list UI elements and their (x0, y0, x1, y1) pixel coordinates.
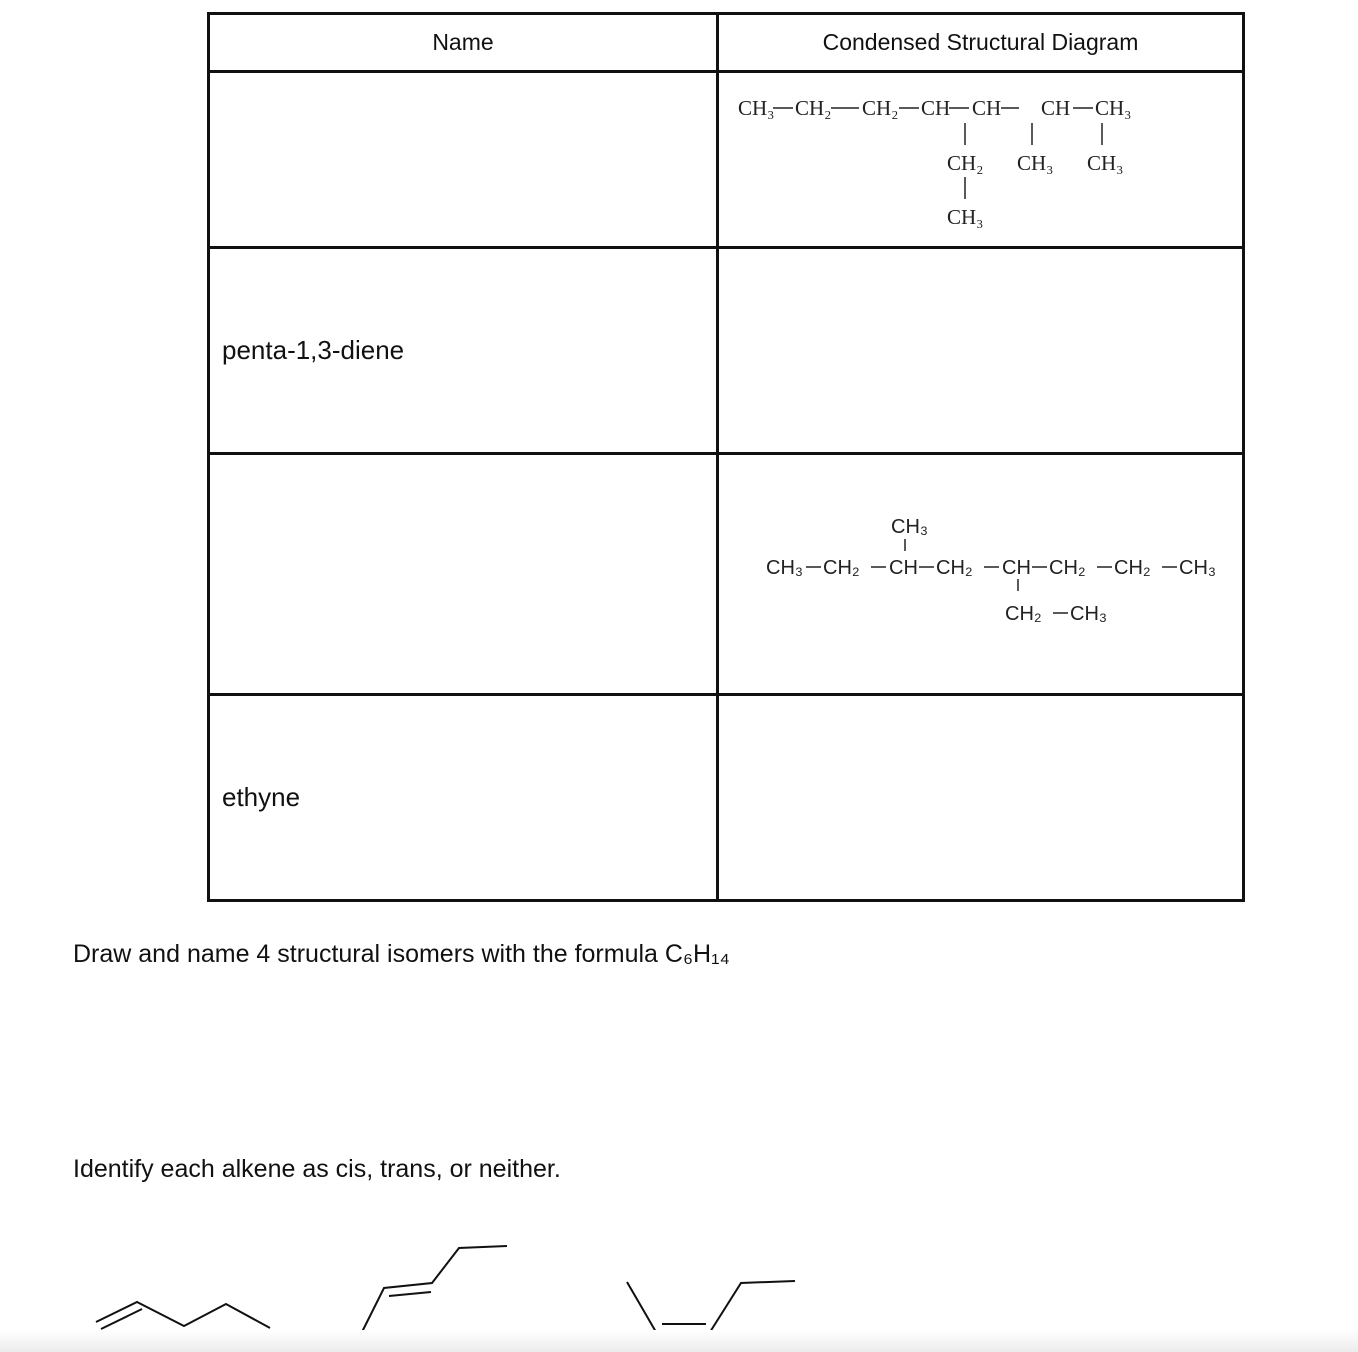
chain-atom: CH (1001, 557, 1031, 579)
name-cell-2: penta-1,3-diene (209, 248, 718, 454)
branch-atom: CH₃ (890, 516, 928, 538)
table-row (209, 72, 1244, 248)
chain-atom: CH₃ (737, 95, 774, 120)
diagram-cell-3 (718, 454, 1244, 695)
chain-atom: CH₂ (822, 557, 860, 579)
alkene-question: Identify each alkene as cis, trans, or neither. (73, 1155, 561, 1183)
branch-atom: CH₃ (1069, 603, 1107, 625)
table-row (209, 454, 1244, 695)
alkene-structure-2 (361, 1246, 507, 1334)
chain-atom: CH₃ (1178, 557, 1216, 579)
table-row (209, 695, 1244, 901)
branch-atom: CH₂ (946, 150, 983, 175)
diagram-cell-4[interactable] (718, 695, 1244, 901)
header-diagram: Condensed Structural Diagram (718, 14, 1244, 72)
branch-atom: CH₃ (1016, 150, 1053, 175)
diagram-cell-2[interactable] (718, 248, 1244, 454)
chain-atom: CH (888, 557, 918, 579)
chain-atom: CH₂ (1048, 557, 1086, 579)
isomer-question: Draw and name 4 structural isomers with the formula C₆H₁₄ (73, 940, 730, 968)
alkene-structures (0, 1230, 1358, 1340)
branch-atom: CH₃ (1086, 150, 1123, 175)
alkene-structure-1 (96, 1302, 270, 1329)
header-name: Name (209, 14, 718, 72)
chain-atom: CH₂ (935, 557, 973, 579)
chain-atom: CH (1040, 95, 1070, 120)
page-bottom-shadow (0, 1330, 1358, 1352)
chain-atom: CH₃ (1094, 95, 1131, 120)
structure-diagram-3 (721, 509, 1241, 639)
name-cell-4: ethyne (209, 695, 718, 901)
branch-atom: CH₃ (946, 204, 983, 229)
worksheet-table (207, 12, 1245, 902)
table-row (209, 248, 1244, 454)
diagram-cell-1 (718, 72, 1244, 248)
name-cell-3[interactable] (209, 454, 718, 695)
branch-atom: CH₂ (1004, 603, 1042, 625)
structure-diagram-1 (721, 75, 1241, 245)
table-header-row (209, 14, 1244, 72)
chain-atom: CH₂ (1113, 557, 1151, 579)
chain-atom: CH (971, 95, 1001, 120)
name-cell-1[interactable] (209, 72, 718, 248)
chain-atom: CH (920, 95, 950, 120)
chain-atom: CH₂ (861, 95, 898, 120)
chain-atom: CH₃ (765, 557, 803, 579)
alkene-structure-3 (627, 1281, 795, 1332)
chain-atom: CH₂ (794, 95, 831, 120)
